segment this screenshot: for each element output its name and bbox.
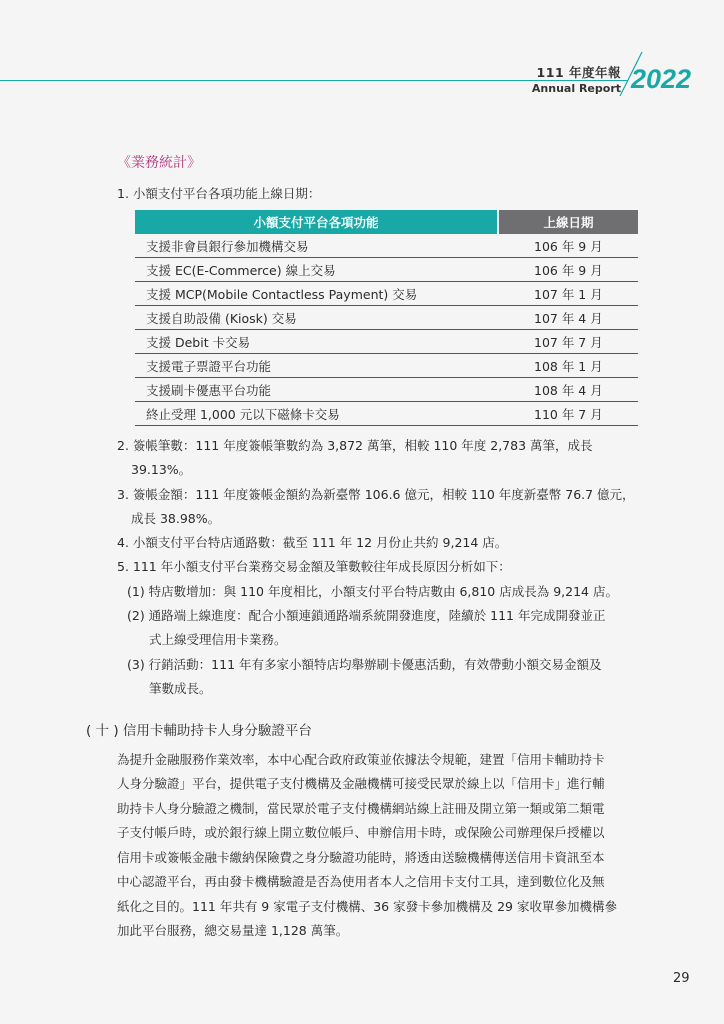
launch-date: 106 年 9 月 <box>498 234 638 258</box>
launch-date: 108 年 4 月 <box>498 378 638 402</box>
header-title-en: Annual Report <box>531 82 621 95</box>
feature-table <box>135 210 638 426</box>
item-2-line-1: 2. 簽帳筆數：111 年度簽帳筆數約為 3,872 萬筆，相較 110 年度 2,783 萬筆，成長 <box>117 438 593 453</box>
paragraph-line: 信用卡或簽帳金融卡繳納保險費之身分驗證功能時，將透由送驗機構傳送信用卡資訊至本 <box>117 850 605 865</box>
sub-item-3-line-2: 筆數成長。 <box>149 681 212 696</box>
paragraph-line: 為提升金融服務作業效率，本中心配合政府政策並依據法令規範，建置「信用卡輔助持卡 <box>117 752 605 767</box>
table-row <box>135 282 638 306</box>
sub-item-2-line-1: (2) 通路端上線進度：配合小額連鎖通路端系統開發進度，陸續於 111 年完成開發並正 <box>127 608 606 623</box>
item-1: 1. 小額支付平台各項功能上線日期： <box>117 186 321 201</box>
table-row <box>135 306 638 330</box>
feature-name: 支援非會員銀行參加機構交易 <box>135 234 498 258</box>
table-row <box>135 330 638 354</box>
feature-name: 支援自助設備 (Kiosk) 交易 <box>135 306 498 330</box>
sub-item-2-line-2: 式上線受理信用卡業務。 <box>149 632 287 647</box>
paragraph-line: 助持卡人身分驗證之機制，當民眾於電子支付機構網站線上註冊及開立第一類或第二類電 <box>117 801 605 816</box>
paragraph-line: 加此平台服務，總交易量達 1,128 萬筆。 <box>117 923 349 938</box>
section-2-title: ( 十 ) 信用卡輔助持卡人身分驗證平台 <box>86 723 312 739</box>
sub-item-1: (1) 特店數增加：與 110 年度相比，小額支付平台特店數由 6,810 店成長為 9,214 店。 <box>127 584 618 599</box>
paragraph-line: 人身分驗證」平台，提供電子支付機構及金融機構可接受民眾於線上以「信用卡」進行輔 <box>117 776 605 791</box>
feature-name: 支援刷卡優惠平台功能 <box>135 378 498 402</box>
section-title: 《業務統計》 <box>117 155 201 171</box>
feature-name: 支援 EC(E-Commerce) 線上交易 <box>135 258 498 282</box>
launch-date: 110 年 7 月 <box>498 402 638 426</box>
launch-date: 107 年 4 月 <box>498 306 638 330</box>
header-year: 2022 <box>631 64 692 94</box>
table-row <box>135 234 638 258</box>
feature-name: 終止受理 1,000 元以下磁條卡交易 <box>135 402 498 426</box>
feature-name: 支援 MCP(Mobile Contactless Payment) 交易 <box>135 282 498 306</box>
sub-item-3-line-1: (3) 行銷活動：111 年有多家小額特店均舉辦刷卡優惠活動，有效帶動小額交易金額及 <box>127 657 602 672</box>
item-3-line-1: 3. 簽帳金額：111 年度簽帳金額約為新臺幣 106.6 億元，相較 110 年度新臺幣 76.7 億元， <box>117 487 635 502</box>
launch-date: 108 年 1 月 <box>498 354 638 378</box>
table-row <box>135 378 638 402</box>
item-4: 4. 小額支付平台特店通路數：截至 111 年 12 月份止共約 9,214 店。 <box>117 535 508 550</box>
item-2-line-2: 39.13%。 <box>131 462 192 477</box>
table-header-feature: 小額支付平台各項功能 <box>135 210 498 234</box>
feature-name: 支援電子票證平台功能 <box>135 354 498 378</box>
launch-date: 107 年 7 月 <box>498 330 638 354</box>
header-title-zh: 111 年度年報 <box>536 65 621 80</box>
launch-date: 106 年 9 月 <box>498 258 638 282</box>
paragraph-line: 紙化之目的。111 年共有 9 家電子支付機構、36 家發卡參加機構及 29 家收單參加機構參 <box>117 899 617 914</box>
table-row <box>135 354 638 378</box>
launch-date: 107 年 1 月 <box>498 282 638 306</box>
page-number: 29 <box>673 971 690 986</box>
item-5: 5. 111 年小額支付平台業務交易金額及筆數較往年成長原因分析如下： <box>117 559 511 574</box>
paragraph-line: 中心認證平台，再由發卡機構驗證是否為使用者本人之信用卡支付工具，達到數位化及無 <box>117 874 605 889</box>
feature-name: 支援 Debit 卡交易 <box>135 330 498 354</box>
table-header-date: 上線日期 <box>498 210 638 234</box>
table-row <box>135 402 638 426</box>
paragraph-line: 子支付帳戶時，或於銀行線上開立數位帳戶、申辦信用卡時，或保險公司辦理保戶授權以 <box>117 825 605 840</box>
table-header-row <box>135 210 638 234</box>
table-row <box>135 258 638 282</box>
item-3-line-2: 成長 38.98%。 <box>131 511 221 526</box>
